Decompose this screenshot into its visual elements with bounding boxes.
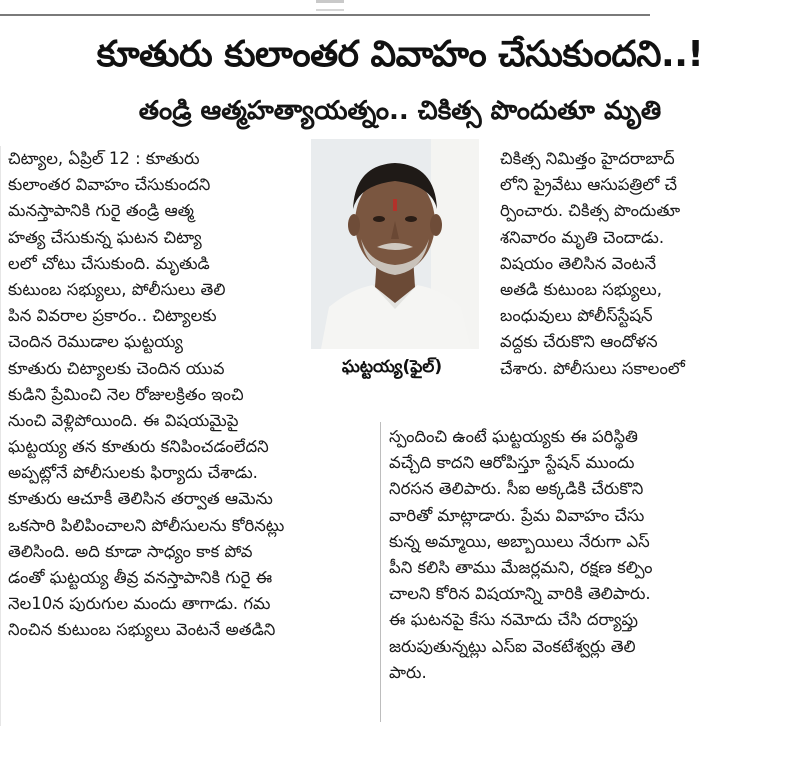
- article-line: పీని కలిసి తాము మేజర్లమని, రక్షణ కల్పిం: [389, 557, 653, 577]
- article-line: లోని ప్రైవేటు ఆసుపత్రిలో చే: [500, 175, 678, 195]
- article-line: బంధువులు పోలీస్‌స్టేషన్: [500, 306, 653, 326]
- article-column-left: [8, 146, 368, 644]
- article-line: డంతో ఘట్టయ్య తీవ్ర వనస్తాపానికి గురై ఈ: [8, 568, 273, 587]
- article-line: స్పందించి ఉంటే ఘట్టయ్యకు ఈ పరిస్థితి: [389, 427, 638, 446]
- article-line: మనస్తాపానికి గురై తండ్రి ఆత్మ: [8, 201, 194, 221]
- article-line: పారు.: [389, 662, 427, 682]
- subheadline: తండ్రి ఆత్మహత్యాయత్నం.. చికిత్స పొందుతూ మృతి: [138, 96, 662, 126]
- article-line: వచ్చేది కాదని ఆరోపిస్తూ స్టేషన్ ముందు: [389, 453, 635, 473]
- article-line: కులాంతర వివాహం చేసుకుందని: [8, 175, 211, 195]
- article-line: హత్య చేసుకున్న ఘటన చిట్యా: [8, 227, 202, 247]
- column-divider: [380, 422, 381, 722]
- article-line: నుంచి వెళ్లిపోయింది. ఈ విషయమైపై: [8, 410, 239, 430]
- article-line: నించిన కుటుంబ సభ్యులు వెంటనే అతడిని: [8, 620, 276, 640]
- article-line: చికిత్స నిమిత్తం హైదరాబాద్: [500, 149, 675, 168]
- article-line: పిన వివరాల ప్రకారం.. చిట్యాలకు: [8, 306, 217, 326]
- article-line: ర్పించారు. చికిత్స పొందుతూ: [500, 201, 681, 221]
- article-line: నిరసన తెలిపారు. సీఐ అక్కడికి చేరుకొని: [389, 479, 644, 499]
- article-line: అప్పట్లోనే పోలీసులకు ఫిర్యాదు చేశాడు.: [8, 463, 258, 483]
- article-line: కుటుంబ సభ్యులు, పోలీసులు తెలి: [8, 279, 226, 299]
- article-line: ఒకసారి పిలిపించాలని పోలీసులను కోరినట్లు: [8, 515, 285, 535]
- article-line: వద్దకు చేరుకొని ఆందోళన: [500, 332, 658, 352]
- article-line: జరుపుతున్నట్లు ఎస్ఐ వెంకటేశ్వర్లు తెలి: [389, 636, 636, 656]
- article-line: చేశారు. పోలీసులు సకాలంలో: [500, 358, 685, 378]
- article-line: కున్న అమ్మాయి, అబ్బాయిలు నేరుగా ఎస్: [389, 531, 650, 551]
- article-line: చెందిన రెముడాల ఘట్టయ్య: [8, 332, 183, 352]
- left-edge-rule: [0, 146, 1, 726]
- article-line: చిట్యాల, ఏప్రిల్ 12 : కూతురు: [8, 149, 200, 168]
- article-line: లలో చోటు చేసుకుంది. మృతుడి: [8, 253, 210, 273]
- article-line: అతడి కుటుంబ సభ్యులు,: [500, 279, 662, 299]
- article-column-right-bottom: [389, 424, 734, 686]
- headline: కూతురు కులాంతర వివాహం చేసుకుందని..!: [96, 34, 704, 75]
- article-line: తెలిసింది. అది కూడా సాధ్యం కాక పోవ: [8, 541, 253, 561]
- article-line: చాలని కోరిన విషయాన్ని వారికి తెలిపారు.: [389, 584, 651, 604]
- top-ornament: [316, 0, 344, 11]
- photo-caption: ఘట్టయ్య(ఫైల్): [341, 357, 443, 377]
- article-line: ఘట్టయ్య తన కూతురు కనిపించడంలేదని: [8, 437, 269, 457]
- article-line: కుడిని ప్రేమించి నెల రోజులక్రితం ఇంచి: [8, 384, 244, 404]
- article-column-right-top: [500, 146, 730, 382]
- article-line: విషయం తెలిసిన వెంటనే: [500, 253, 657, 273]
- article-line: కూతురు చిట్యాలకు చెందిన యువ: [8, 358, 225, 378]
- article-line: ఈ ఘటనపై కేసు నమోదు చేసి దర్యాప్తు: [389, 610, 638, 630]
- article-line: శనివారం మృతి చెందాడు.: [500, 227, 665, 247]
- article-line: కూతురు ఆచూకీ తెలిసిన తర్వాత ఆమెను: [8, 489, 273, 509]
- article-line: నెల10న పురుగుల మందు తాగాడు. గమ: [8, 594, 271, 614]
- top-rule: [0, 14, 650, 16]
- article-line: వారితో మాట్లాడారు. ప్రేమ వివాహం చేసు: [389, 505, 645, 525]
